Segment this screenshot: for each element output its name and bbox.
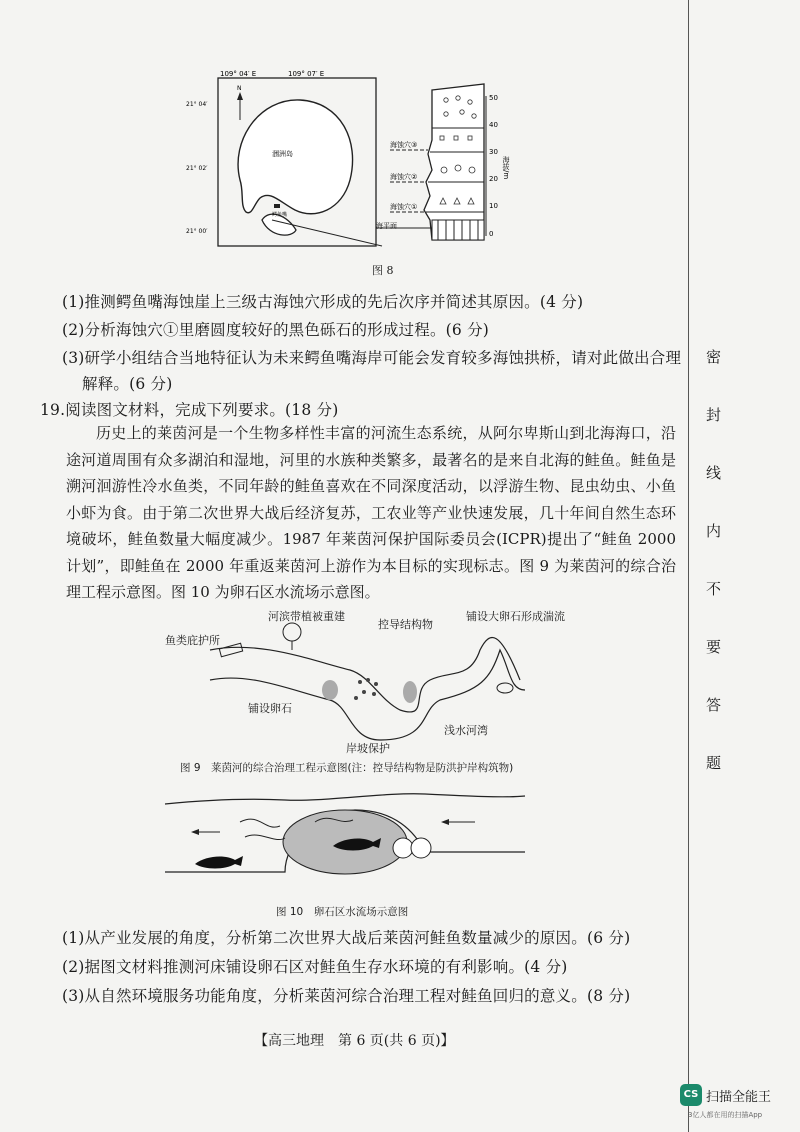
north-label: N (237, 85, 242, 92)
svg-text:30: 30 (489, 148, 498, 156)
elevation-ticks (489, 94, 498, 238)
pebble-cluster (354, 678, 378, 700)
pebble-icon (411, 838, 431, 858)
salmon-icon (195, 856, 243, 869)
svg-text:0: 0 (489, 230, 494, 238)
q19-paragraph: 历史上的莱茵河是一个生物多样性丰富的河流生态系统，从阿尔卑斯山到北海海口，沿途河道周围有众多湖泊和湿地，河里的水族种类繁多，最著名的是来自北海的鲑鱼。鲑鱼是溯河洄游性冷水鱼类，不同年龄的鲑鱼喜欢在不同深度活动，以浮游生物、昆虫幼虫、小鱼小虾为食。由于第二次世界大战后经济复苏，工农业等产业快速发展，几十年间自然生态环境破坏，鲑鱼数量大幅度减少。1987 年莱茵河保护国际委员会(ICPR)提出了“鲑鱼 2000 计划”，即鲑鱼在 2000 年重返莱茵河上游作为本目标的实现标志。图 9 为莱茵河的综合治理工程示意图。图 10 为卵石区水流场示意图。 (66, 424, 676, 601)
lon-label: 109° 07′ E (288, 70, 325, 78)
water-surface (165, 794, 525, 804)
seal-char: 要 (706, 638, 722, 656)
figure-10-graphic (165, 782, 525, 892)
sea-level-label: 海平面 (376, 222, 397, 230)
seal-char: 线 (706, 464, 722, 482)
pebble-patch (403, 681, 417, 703)
margin-rule (688, 0, 689, 1132)
q19-item-3: (3)从自然环境服务功能角度，分析莱茵河综合治理工程对鲑鱼回归的意义。(8 分) (62, 987, 631, 1005)
figure-8-caption: 图 8 (372, 264, 394, 277)
fig9-label-pebbles-flow: 铺设大卵石形成湍流 (466, 610, 565, 623)
lat-label: 21° 00′ (186, 228, 208, 235)
island-outline (238, 100, 352, 214)
q18-item-2: (2)分析海蚀穴①里磨圆度较好的黑色砾石的形成过程。(6 分) (62, 321, 490, 339)
seal-char: 封 (706, 406, 722, 424)
flow-arrow-head-icon (191, 829, 199, 835)
seal-char: 密 (706, 348, 722, 366)
svg-text:40: 40 (489, 121, 498, 129)
fig9-label-bank-veg: 河滨带植被重建 (268, 610, 345, 623)
lat-label: 21° 04′ (186, 101, 208, 108)
q19-item-1: (1)从产业发展的角度，分析第二次世界大战后莱茵河鲑鱼数量减少的原因。(6 分) (62, 929, 631, 947)
pebble-patch (322, 680, 338, 700)
island-label: 涠洲岛 (272, 150, 293, 158)
figure-9-graphic (180, 610, 550, 760)
boulder-icon (497, 683, 513, 693)
svg-text:50: 50 (489, 94, 498, 102)
q19-header: 19.阅读图文材料，完成下列要求。(18 分) (40, 401, 339, 419)
site-label: 鳄鱼嘴 (272, 212, 288, 218)
page-footer: 【高三地理 第 6 页(共 6 页)】 (254, 1033, 455, 1049)
figure-8-graphic (186, 70, 520, 260)
elevation-axis-title: 海拔/m (502, 156, 510, 180)
q18-item-1: (1)推测鳄鱼嘴海蚀崖上三级古海蚀穴形成的先后次序并简述其原因。(4 分) (62, 293, 584, 311)
fig9-label-shallow-bay: 浅水河湾 (444, 724, 488, 737)
seal-char: 内 (706, 522, 722, 540)
lon-label: 109° 04′ E (220, 70, 257, 78)
watermark-title: 扫描全能王 (706, 1090, 772, 1105)
turbulence-icon (240, 819, 285, 839)
watermark-subtitle: 3亿人都在用的扫描App (688, 1111, 763, 1119)
cliff-profile (424, 84, 484, 240)
seal-char: 不 (706, 580, 722, 598)
svg-text:20: 20 (489, 175, 498, 183)
site-marker-icon (274, 204, 280, 208)
camscanner-logo-icon: CS (680, 1084, 702, 1106)
flow-arrow-head-icon (441, 819, 449, 825)
pebble-icon (393, 838, 413, 858)
seal-char: 答 (706, 696, 722, 714)
fig9-label-control: 控导结构物 (378, 618, 433, 631)
lat-label: 21° 02′ (186, 165, 208, 172)
q18-item-3-cont: 解释。(6 分) (82, 375, 173, 393)
notch-label-2: 海蚀穴② (390, 173, 418, 181)
shelter-icon (219, 643, 242, 656)
notch-label-3: 海蚀穴③ (390, 141, 418, 149)
bank-veg-icon (283, 623, 301, 650)
figure-10-caption: 图 10 卵石区水流场示意图 (276, 906, 409, 918)
notch-label-1: 海蚀穴① (390, 203, 418, 211)
q19-item-2: (2)据图文材料推测河床铺设卵石区对鲑鱼生存水环境的有利影响。(4 分) (62, 958, 568, 976)
q18-item-3: (3)研学小组结合当地特征认为未来鳄鱼嘴海岸可能会发育较多海蚀拱桥，请对此做出合理 (62, 349, 682, 367)
bedrock (432, 220, 484, 240)
scanner-watermark (680, 1084, 796, 1124)
north-arrow-head-icon (237, 92, 243, 100)
figure-9-caption: 图 9 莱茵河的综合治理工程示意图(注：控导结构物是防洪护岸构筑物) (180, 762, 514, 774)
fig9-label-lay-pebbles: 铺设卵石 (248, 702, 292, 715)
fig9-label-bank-protect: 岸坡保护 (346, 742, 390, 755)
fig9-label-shelter: 鱼类庇护所 (165, 634, 220, 647)
seal-char: 题 (706, 754, 722, 772)
svg-text:10: 10 (489, 202, 498, 210)
